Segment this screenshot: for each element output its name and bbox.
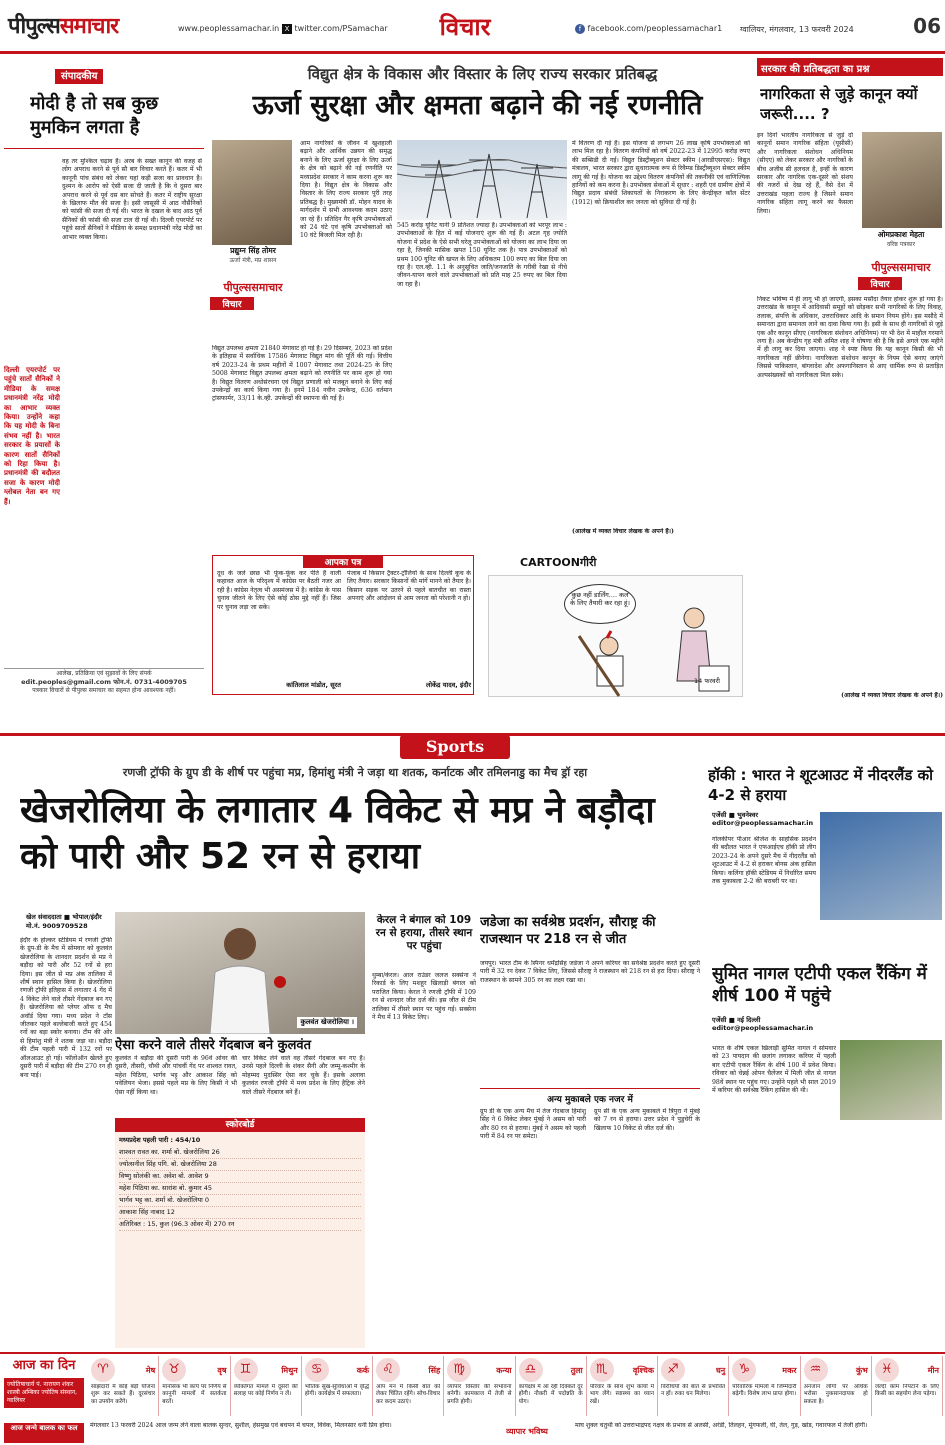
footer-contact[interactable]: edit.peoples@gmail.com फोन.नं. 0731-4009705 bbox=[21, 678, 187, 686]
footer-line1: आलेख, प्रतिक्रिया एवं सुझावों के लिए संपर्क bbox=[56, 670, 152, 677]
rashi-symbol-icon: ♑ bbox=[732, 1358, 756, 1382]
rashi-symbol-icon: ♓ bbox=[875, 1358, 899, 1382]
right-col-author-name: ओमप्रकाश मेहता bbox=[877, 230, 925, 239]
twitter-text: twitter.com/PSamachar bbox=[294, 24, 388, 33]
today-born-label: आज जन्मे बालक का फल bbox=[4, 1423, 84, 1443]
right-col-body1: इन दिनों भारतीय नागरिकता से जुड़े दो कानूनों समान नागरिक संहिता (यूसीसी) और नागरिकता संशोधन अधिनियम (सीएए) को लेकर सरकार और नागरिकों के बीच अजीब सी हलचल है, इन्हीं के कारण सरकार और नागरिक एक-दूसरे को संशय की नजरों से देख रहे हैं, वैसे देश में उत्तराखंड पहला राज्य है जिसने समान नागरिक संहिता लागू करने का फैसला लिया। bbox=[757, 132, 853, 215]
scorecard-row: ज्योत्सनील सिंह पगि. बो. खेजरोलिया 28 bbox=[119, 1159, 361, 1171]
dateline: ग्वालियर, मंगलवार, 13 फरवरी 2024 bbox=[740, 25, 854, 34]
horoscope-astrologer: ज्योतिषाचार्य पं. नारायण शंकर शास्त्री अम्बिका ज्योतिष संस्थान, ग्वालियर bbox=[4, 1378, 84, 1408]
lead-author-photo bbox=[212, 140, 292, 245]
editorial-tag-label: संपादकीय bbox=[55, 69, 103, 84]
footer-disclaimer: पत्रकार विचारों से पीपुल्स समाचार का सहमत होना आवश्यक नहीं। bbox=[32, 687, 176, 694]
rashi-card bbox=[444, 1356, 515, 1416]
lead-vichar-tag: विचार bbox=[210, 297, 254, 310]
rashi-card bbox=[729, 1356, 800, 1416]
rashi-text: परिवारिक मामलों में जिम्मेदारी बढ़ेगी। विशेष लाभ प्राप्त होगा। bbox=[732, 1384, 797, 1398]
letter-left-sign: कांतिलाल मांडोत, सूरत bbox=[286, 681, 341, 689]
rashi-symbol-icon: ♊ bbox=[234, 1358, 258, 1382]
right-col-footnote: (आलेख में व्यक्त विचार लेखक के अपने हैं।) bbox=[841, 692, 943, 699]
hockey-byline bbox=[712, 810, 812, 827]
power-tower-illustration bbox=[397, 140, 567, 220]
logo-part2: समाचार bbox=[59, 14, 119, 39]
right-col-author-block bbox=[858, 230, 944, 248]
hockey-headline: हॉकी : भारत ने शूटआउट में नीदरलैंड को 4-2 से हराया bbox=[708, 766, 933, 804]
khejroliya-photo bbox=[115, 912, 365, 1034]
editorial-footer bbox=[4, 668, 204, 698]
rashi-card bbox=[516, 1356, 587, 1416]
rashi-text: साझेदारी में कोई बड़ी योजना शुरू कर सकते हैं। दूरसंचार का उपयोग करेंगे। bbox=[91, 1384, 156, 1405]
sports-byline-mobile: मो.नं. 9009709528 bbox=[26, 922, 88, 930]
rashi-name: मीन bbox=[927, 1365, 939, 1375]
rashi-symbol-icon: ♐ bbox=[661, 1358, 685, 1382]
scorecard bbox=[115, 1118, 365, 1348]
rashi-text: मानसिक भी कार्य पर निर्णय से कानूनी मामलों में सतर्कता बरतें। bbox=[162, 1384, 227, 1405]
other-matches-body2: ग्रुप सी के एक अन्य मुकाबले में त्रिपुरा ने मुंबई को 7 रन से हराया। उत्तर प्रदेश ने पुडुचेरी के खिलाफ 10 विकेट से जीत दर्ज की। bbox=[594, 1108, 700, 1132]
nagal-headline: सुमित नागल एटीपी एकल रैंकिंग में शीर्ष 100 में पहुंचे bbox=[712, 964, 927, 1006]
right-col-headline: नागरिकता से जुड़े कानून क्यों जरूरी.... ? bbox=[760, 85, 918, 123]
right-brand-logo-p2: समाचार bbox=[899, 261, 931, 274]
rashi-name: मिथुन bbox=[281, 1365, 298, 1375]
rashi-name: मेष bbox=[145, 1365, 156, 1375]
lead-col3: 545 करोड़ यूनिट यानी 9 प्रतिशत ज्यादा है। उपभोक्ताओं को भरपूर लाभ : उपभोक्ताओं के हित में कई योजनाएं शुरू की गई हैं। अटल गृह ज्योति योजना में प्रदेश के ऐसे सभी घरेलू उपभोक्ताओं को योजना का लाभ दिया जा रहा है, जिनकी मासिक खपत 150 यूनिट तक है। पात्र उपभोक्ताओं को प्रथम 100 यूनिट की खपत के लिए अधिकतम 100 रुपए का बिल दिया जा रहा है। एल.व्ही. 1.1 के अनुसूचित जाति/जनजाति के गरीबी रेखा से नीचे जीवन-यापन करने वाले उपभोक्ताओं को प्रति माह 25 रुपए का बिल दिया जा रहा है। bbox=[397, 222, 567, 288]
nagal-body: भारत के शीर्ष एकल खिलाड़ी सुमित नागल ने सोमवार को 23 पायदान की छलांग लगाकर करियर में पहली बार एटीपी एकल रैंकिंग के शीर्ष 100 में प्रवेश किया। रविवार को चेन्नई ओपन चैलेंजर में मिली जीत से नागल 98वें स्थान पर पहुंच गए। उन्होंने पहले भी साल 2019 में करियर की सर्वश्रेष्ठ रैंकिंग हासिल की थी। bbox=[712, 1045, 836, 1095]
rashi-name: तुला bbox=[570, 1365, 583, 1375]
letter-right-body: पंजाब में किसान ट्रैक्टर-ट्रॉलियों के साथ दिल्ली कूच के लिए तैयार। सरकार किसानों की मांगें मानने को तैयार है। किसान सड़क पर उतरने से पहले बातचीत का रास्ता अपनाएं और आंदोलन से आम जनता को परेशानी न हो। bbox=[347, 570, 471, 603]
rashi-text: व्यापार विस्तार की संभावना बनेगी। कामकाज में तेजी से प्रगति होगी। bbox=[447, 1384, 512, 1405]
sports-subhead: ऐसा करने वाले तीसरे गेंदबाज बने कुलवंत bbox=[115, 1038, 312, 1053]
hockey-photo bbox=[820, 812, 942, 920]
right-brand-logo-p1: पीपुल्स bbox=[871, 261, 900, 274]
horoscope-divider bbox=[0, 1352, 945, 1354]
scorecard-row: अतिरिक्त : 15, कुल (96.3 ओवर में) 270 रन bbox=[119, 1219, 361, 1231]
cartoon-panel bbox=[480, 555, 750, 700]
rashi-card bbox=[872, 1356, 943, 1416]
other-matches bbox=[480, 1088, 700, 1348]
rashi-name: वृश्चिक bbox=[632, 1365, 654, 1375]
nagal-email[interactable]: editor@peoplessamachar.in bbox=[712, 1024, 814, 1032]
other-matches-title: अन्य मुकाबले एक नजर में bbox=[547, 1095, 633, 1105]
lead-footnote: (आलेख में व्यक्त विचार लेखक के अपने हैं।) bbox=[572, 528, 674, 535]
right-col-author-photo bbox=[862, 132, 942, 228]
hockey-byline-text: एजेंसी ■ भुवनेश्वर bbox=[712, 811, 758, 819]
nagal-byline-text: एजेंसी ■ नई दिल्ली bbox=[712, 1016, 761, 1024]
rashi-name: वृष bbox=[217, 1365, 227, 1375]
other-matches-body1: ग्रुप डी के एक अन्य मैच में तेज गेंदबाज हिमांशु सिंह ने 6 विकेट लेकर मुंबई ने असम को पारी और 80 रन से हराया। मुंबई ने असम को पहली पारी में 84 रन पर समेटा। bbox=[480, 1108, 586, 1141]
business-text: माघ शुक्ल चतुर्थी को उत्तराभाद्रपद नक्षत्र के प्रभाव से अलसी, अरंडी, तिलहन, मूंगफली, घी, तेल, गुड़, खांड, गवारफल में तेजी होगी। bbox=[575, 1422, 868, 1429]
facebook-text: facebook.com/peoplessamachar1 bbox=[587, 24, 723, 33]
rashi-name: कर्क bbox=[356, 1365, 369, 1375]
rashi-card bbox=[302, 1356, 373, 1416]
page-number: 06 bbox=[913, 14, 941, 38]
lead-author-name: प्रद्युम्न सिंह तोमर bbox=[230, 246, 276, 255]
rashi-card bbox=[373, 1356, 444, 1416]
lead-brand-logo-p1: पीपुल्स bbox=[223, 281, 252, 294]
lead-col4: में वितरण दी गई है। इस योजना से लगभग 26 लाख कृषि उपभोक्ताओं को लाभ मिल रहा है। वितरण कंपनियों को वर्ष 2022-23 में 12995 करोड़ रुपए की सब्सिडी दी गई। विद्युत डिस्ट्रीब्यूशन सेक्टर स्कीम (आरडीएसएस): विद्युत मंत्रालय, भारत सरकार द्वारा सुधारात्मक रूप से रिवैम्प्ड डिस्ट्रीब्यूशन सेक्टर स्कीम लागू की गई है। योजना का उद्देश्य वितरण कंपनियों की तकनीकी एवं वाणिज्यिक हानियों को कम करना है। उपभोक्ता सेवाओं में सुधार : शहरी एवं ग्रामीण क्षेत्रों में विद्युत प्रदाय संबंधी शिकायतों के निराकरण के लिए केन्द्रीकृत कॉल सेंटर (1912) को क्रियाशील कर जनता को सुविधा दी गई है। bbox=[572, 140, 750, 206]
sports-headline: खेजरोलिया के लगातार 4 विकेट से मप्र ने बड़ौदा को पारी और 52 रन से हराया bbox=[20, 790, 655, 877]
rashi-text: व्यक्तिगत मामले में दूसरों की सलाह पर कोई निर्णय न लें। bbox=[233, 1384, 298, 1398]
facebook-icon: f bbox=[575, 24, 585, 34]
rashi-text: आप मन में किसी बात को लेकर चिंतित रहेंगे। सोच-विचार कर कदम उठाएं। bbox=[376, 1384, 441, 1405]
lead-brand-logo-p2: समाचार bbox=[251, 281, 283, 294]
editorial-tag bbox=[55, 64, 135, 84]
twitter-icon: X bbox=[282, 24, 292, 34]
letters-title: आपका पत्र bbox=[303, 555, 383, 568]
masthead bbox=[0, 0, 945, 54]
newspaper-logo[interactable] bbox=[8, 10, 118, 40]
rashi-card bbox=[801, 1356, 872, 1416]
editorial-divider bbox=[4, 148, 204, 149]
right-col-body2: निकट भविष्य में ही लागू भी हो जाएगी, इसका मसौदा तैयार होकर शुरू हो गया है। उत्तराखंड के कानून में आदिवासी समूहों को छोड़कर सभी नागरिकों के लिए विवाह, तलाक, संपत्ति के अधिकार, उत्तराधिकार आदि के समान नियम होंगे। इस मसौदे में समानता द्वारा समानता लाने का दावा किया गया है। इसी के साथ ही नागरिकों से जुड़े एक और कानून सीएए (नागरिकता संशोधन अधिनियम) पर भी देश में माहौल गरमाने लगा है। अब केन्द्रीय गृह मंत्री अमित शाह ने घोषणा की है कि इसे अगले एक महीने में ही लागू कर दिया जाएगा। शाह ने स्पष्ट किया कि यह कानून किसी की भी नागरिकता नहीं छीनेगा। नागरिकता संशोधन कानून के नियम ऐसे बनाए जाएंगे जिससे पाकिस्तान, बांग्लादेश और अफगानिस्तान से आए धार्मिक रूप से प्रताड़ित अल्पसंख्यकों को नागरिकता मिल सके। bbox=[757, 296, 943, 379]
rashi-card bbox=[159, 1356, 230, 1416]
rashi-text: जल्दी काम निपटाने के लिए किसी का सहयोग लेना पड़ेगा। bbox=[874, 1384, 939, 1398]
lead-col2: विद्युत उपलब्ध क्षमता 21840 मेगावाट हो गई है। 29 दिसम्बर, 2023 को प्रदेश के इतिहास में सर्वाधिक 17586 मेगावाट विद्युत मांग की पूर्ति की गई। वित्तीय वर्ष 2023-24 के प्रथम महीनों में 1007 मेगावाट तथा 2024-25 के लिए 5008 मेगावाट विद्युत उपलब्ध क्षमता बढ़ाने को रणनीति पर काम शुरू हो गया है। विद्युत वितरण अधोसंरचना एवं विद्युत प्रणाली को मजबूत बनाने के लिए कई उपकेन्द्रों का कार्य किया गया है। इनमें 184 नवीन उपकेन्द्र, 636 वर्तमान ट्रांसफार्मर, 33/11 के.व्ही. उपकेन्द्रों की स्थापना की गई है। bbox=[212, 345, 392, 403]
right-col-tag: सरकार की प्रतिबद्धता का प्रश्न bbox=[757, 58, 943, 76]
sports-kicker: रणजी ट्रॉफी के ग्रुप डी के शीर्ष पर पहुंचा मप्र, हिमांशु मंत्री ने जड़ा था शतक, कर्नाटक और तमिलनाडु का मैच ड्रॉ रहा bbox=[122, 766, 588, 779]
cartoon-speech-bubble: कुछ नहीं डार्लिंग.... कल के लिए तैयारी कर रहा हूं। bbox=[564, 584, 636, 624]
section-title: विचार bbox=[439, 13, 491, 41]
right-brand-logo bbox=[858, 260, 944, 275]
rashi-symbol-icon: ♏ bbox=[590, 1358, 614, 1382]
facebook-link[interactable] bbox=[575, 24, 722, 34]
photo-caption: कुलवंत खेजरोलिया । bbox=[297, 1017, 357, 1028]
rashi-text: कार्यक्षेत्र में आ रही दिक्कतें दूर होंगी। नौकरी में पदोन्नति के योग। bbox=[518, 1384, 583, 1405]
lead-brand-logo bbox=[210, 280, 296, 295]
rashi-symbol-icon: ♌ bbox=[376, 1358, 400, 1382]
letter-left-body: दूध के जले छाछ भी फूंक-फूंक कर पीते हैं वाली कहावत आज के परिदृश्य में कांग्रेस पर बैठती नजर आ रही है। कांग्रेस नेतृत्व भी असमंजस में है। कांग्रेस के पास चुनाव जीतने के लिए ऐसे कोई ठोस मुद्दे नहीं हैं। जिस पर चुनाव लड़ा जा सके। bbox=[217, 570, 341, 611]
scorecard-title: स्कोरबोर्ड bbox=[115, 1118, 365, 1132]
rashi-card bbox=[587, 1356, 658, 1416]
rashi-symbol-icon: ♋ bbox=[305, 1358, 329, 1382]
rashi-name: मकर bbox=[782, 1365, 797, 1375]
sports-body-left: इंदौर के होल्कर स्टेडियम में रणजी ट्रॉफी के ग्रुप-डी के मैच में सोमवार को कुलवंत खेजरोलिया के शानदार प्रदर्शन से मप्र ने बड़ौदा को पारी और 52 रनों से हरा दिया। इस जीत से मप्र अंक तालिका में शीर्ष स्थान हासिल किया है। खेजरोलिया रणजी ट्रॉफी इतिहास में लगातार 4 गेंद में 4 विकेट लेने वाले तीसरे गेंदबाज बन गए हैं। खेजरोलिया को प्लेयर ऑफ द मैच अवॉर्ड दिया गया। मध्य प्रदेश ने टॉस जीतकर पहले बल्लेबाजी करते हुए 454 रनों का बड़ा स्कोर बनाया। टीम की ओर से हिमांशु मंत्री ने शतक जड़ा था। बड़ौदा की टीम पहली पारी में 132 रनों पर ऑलआउट हो गई। फॉलोऑन खेलते हुए दूसरी पारी में बड़ौदा की टीम 270 रन ही बना पाई। bbox=[20, 937, 112, 1079]
rashi-symbol-icon: ♈ bbox=[91, 1358, 115, 1382]
sports-sub-body1: कुलवंत ने बड़ौदा की दूसरी पारी के 96वें ओवर की दूसरी, तीसरी, चौथी और पांचवीं गेंद पर शाश्वत रावत, महेश पिठिया, भार्गव भट्ट और आकाश सिंह को पवेलियन भेजा। इससे पहले मप्र के लिए किसी ने भी ऐसा नहीं किया था। bbox=[115, 1055, 237, 1096]
letters-box bbox=[212, 555, 474, 695]
twitter-handle[interactable] bbox=[282, 24, 388, 34]
lead-author-block bbox=[210, 246, 296, 264]
jadeja-body: जयपुर। भारत टीम के स्पिनर धर्मेंद्रसिंह जडेजा ने अपने करियर का सर्वश्रेष्ठ प्रदर्शन करते हुए दूसरी पारी में 32 रन देकर 7 विकेट लिए, जिससे सौराष्ट्र ने राजस्थान को 218 रन से हरा दिया। सौराष्ट्र ने राजस्थान के सामने 305 रन का लक्ष्य रखा था। bbox=[480, 960, 700, 984]
nagal-byline bbox=[712, 1015, 832, 1032]
player-silhouette bbox=[115, 912, 365, 1034]
right-brand-badge bbox=[858, 260, 944, 290]
rashi-card bbox=[231, 1356, 302, 1416]
scorecard-row: आकाश सिंह नाबाद 12 bbox=[119, 1207, 361, 1219]
sports-byline-text: खेल संवाददाता ■ भोपाल/इंदौर bbox=[26, 913, 102, 921]
rashi-name: कुंभ bbox=[855, 1365, 868, 1375]
scorecard-row: विष्णु सोलंकी का. अवेश बो. आवेश 9 bbox=[119, 1171, 361, 1183]
scorecard-header: मध्यप्रदेश पहली पारी : 454/10 bbox=[119, 1136, 201, 1144]
lead-kicker: विद्युत क्षेत्र के विकास और विस्तार के लिए राज्य सरकार प्रतिबद्ध bbox=[307, 65, 658, 83]
nagal-photo bbox=[840, 1040, 942, 1120]
right-col-author-role: वरिष्ठ पत्रकार bbox=[886, 241, 916, 248]
business-title: व्यापार भविष्य bbox=[506, 1427, 548, 1436]
scorecard-row: शाश्वत रावत का. शर्मा बो. खेजरोलिया 26 bbox=[119, 1147, 361, 1159]
rashi-symbol-icon: ♒ bbox=[804, 1358, 828, 1382]
today-born-text: मंगलवार 13 फरवरी 2024 आज जन्म लेने वाला बालक सुन्दर, सुशील, हंसमुख एवं बचपन में चपल, विवेक, मिलनसार धनी प्रिय होगा। bbox=[90, 1422, 392, 1429]
scorecard-rows bbox=[115, 1147, 365, 1231]
rashi-text: भौतिक सुख-सुविधाओं में वृद्धि होगी। कार्यक्षेत्र में सफलता। bbox=[304, 1384, 369, 1398]
editorial-headline: मोदी है तो सब कुछ मुमकिन लगता है bbox=[30, 93, 159, 138]
horoscope-title: आज का दिन bbox=[12, 1358, 76, 1373]
scorecard-row: भार्गव भट्ट का. शर्मा बो. खेजरोलिया 0 bbox=[119, 1195, 361, 1207]
lead-brand-badge bbox=[210, 280, 296, 310]
lead-author-role: ऊर्जा मंत्री, मप्र शासन bbox=[229, 257, 277, 264]
letter-right-sign: लोकेंद्र यादव, इंदौर bbox=[425, 681, 471, 689]
rashi-text: विरोधियों की बात से प्रभावित न हों। रुका धन मिलेगा। bbox=[661, 1384, 726, 1398]
hockey-email[interactable]: editor@peoplessamachar.in bbox=[712, 819, 814, 827]
rashi-symbol-icon: ♉ bbox=[162, 1358, 186, 1382]
logo-part1: पीपुल्स bbox=[8, 14, 60, 39]
rashi-row bbox=[88, 1356, 943, 1416]
right-vichar-tag: विचार bbox=[858, 277, 902, 290]
kerala-body: थुम्बा/केरल। आल राउंडर जलज सक्सेना ने रिकार्ड के लिए मशहूर खिलाड़ी बंगाल को पराजित किया। केरल ने रणजी ट्रॉफी में 109 रन से शानदार जीत दर्ज की। इस जीत से टीम तालिका में तीसरे स्थान पर पहुंच गई। सक्सेना ने मैच में 13 विकेट लिए। bbox=[372, 972, 476, 1022]
rashi-name: कन्या bbox=[496, 1365, 512, 1375]
scorecard-row: महेश पिठिया का. सारांश बो. कुमार 45 bbox=[119, 1183, 361, 1195]
lead-headline: ऊर्जा सुरक्षा और क्षमता बढ़ाने की नई रणनीति bbox=[252, 90, 703, 121]
sports-banner: Sports bbox=[400, 735, 510, 759]
editorial-body: वह तर मुश्किल चढ़ाव हैं। अरब के सख्त कानून की वजह से लोग अपराध करने से पूर्व सौ बार विचार करते हैं। कतर में भी कानूनी पांच संबंध को लेकर यहां कड़ी सजा का प्रावधान है। दुश्मन के आरोप को ऐसी सजा दी जाती है कि वे दूसरा बार अपराध करने से पूर्व दस बार सोचते हैं। कतर में राष्ट्रीय सुरक्षा के खिलाफ मौत की सजा है। इसी जासूसी में आठ नौसैनिकों को फांसी की सजा दी गई थी। भारत के दखल के बाद आठ पूर्व सैनिकों की फांसी की सजा टाल दी गई थी। दिल्ली एयरपोर्ट पर पहुंचे सातों सैनिकों ने मीडिया के समक्ष प्रधानमंत्री नरेंद्र मोदी का आभार व्यक्त किया। bbox=[62, 158, 202, 241]
power-tower-photo bbox=[397, 140, 567, 220]
rashi-text: अनजान लोगों पर अधिक भरोसा नुकसानदायक हो सकता है। bbox=[803, 1384, 868, 1405]
editorial-side-quote: दिल्ली एयरपोर्ट पर पहुंचे सातों सैनिकों ने मीडिया के समक्ष प्रधानमंत्री नरेंद्र मोदी का आभार व्यक्त किया। उन्होंने कहा कि यह मोदी के बिना संभव नहीं है। भारत सरकार के प्रयासों के कारण सातों सैनिकों को रिहा किया है। प्रधानमंत्री की बदौलत सजा के कारण मोदी ग्लोबल नेता बन गए हैं। bbox=[4, 365, 60, 506]
hockey-body: गोलकीपर पीआर श्रीजेश के साहसिक प्रदर्शन की बदौलत भारत ने एफआईएच हॉकी प्रो लीग 2023-24 के अपने दूसरे मैच में नीदरलैंड को शूटआउट में 4-2 से हराकर बोनस अंक हासिल किया। कलिंगा हॉकी स्टेडियम में निर्धारित समय तक मुकाबला 2-2 की बराबरी पर था। bbox=[712, 836, 816, 886]
rashi-text: परिवार के साथ शुभ कार्यों में भाग लेंगे। स्वास्थ्य का ध्यान रखें। bbox=[589, 1384, 654, 1405]
rashi-card bbox=[658, 1356, 729, 1416]
sports-sub-body2: चार विकेट लेने वाले वह तीसरे गेंदबाज बन गए हैं। उनसे पहले दिल्ली के शंकर सैनी और जम्मू-कश्मीर के मोहम्मद मुदस्सिर ऐसा कर चुके हैं। इसके अलावा कुलवंत रणजी ट्रॉफी में मध्य प्रदेश के लिए हैट्रिक लेने वाले तीसरे गेंदबाज बने हैं। bbox=[242, 1055, 365, 1096]
lead-col1: आम नागरिकों के जीवन में खुशहाली बढ़ाने और आर्थिक उन्नयन की समृद्ध बनाने के लिए ऊर्जा सुरक्षा के लिए ऊर्जा के क्षेत्र को बढ़ाने की नई रणनीति पर मध्यप्रदेश सरकार ने काम करना शुरू कर दिया है। विद्युत क्षेत्र के विकास और विस्तार के लिए राज्य सरकार पूरी तरह प्रतिबद्ध है। मुख्यमंत्री डॉ. मोहन यादव के मार्गदर्शन में सभी आवश्यक कदम उठाए जा रहे हैं। प्रतिदिन गैर कृषि उपभोक्ताओं को 24 घंटे एवं कृषि उपभोक्ताओं को 10 घंटे बिजली मिल रही है। bbox=[300, 140, 392, 240]
jadeja-headline: जडेजा का सर्वश्रेष्ठ प्रदर्शन, सौराष्ट्र की राजस्थान पर 218 रन से जीत bbox=[480, 915, 656, 947]
rashi-symbol-icon: ♍ bbox=[447, 1358, 471, 1382]
rashi-name: धनु bbox=[715, 1365, 726, 1375]
cartoon-date: 14 फरवरी bbox=[694, 677, 720, 685]
kerala-headline: केरल ने बंगाल को 109 रन से हराया, तीसरे स्थान पर पहुंचा bbox=[375, 914, 473, 952]
rashi-card bbox=[88, 1356, 159, 1416]
rashi-symbol-icon: ♎ bbox=[519, 1358, 543, 1382]
cartoon-frame bbox=[488, 575, 743, 697]
rashi-name: सिंह bbox=[428, 1365, 441, 1375]
cartoon-title: CARTOONगीरी bbox=[520, 556, 597, 569]
website-link[interactable]: www.peoplessamachar.in bbox=[178, 24, 280, 33]
